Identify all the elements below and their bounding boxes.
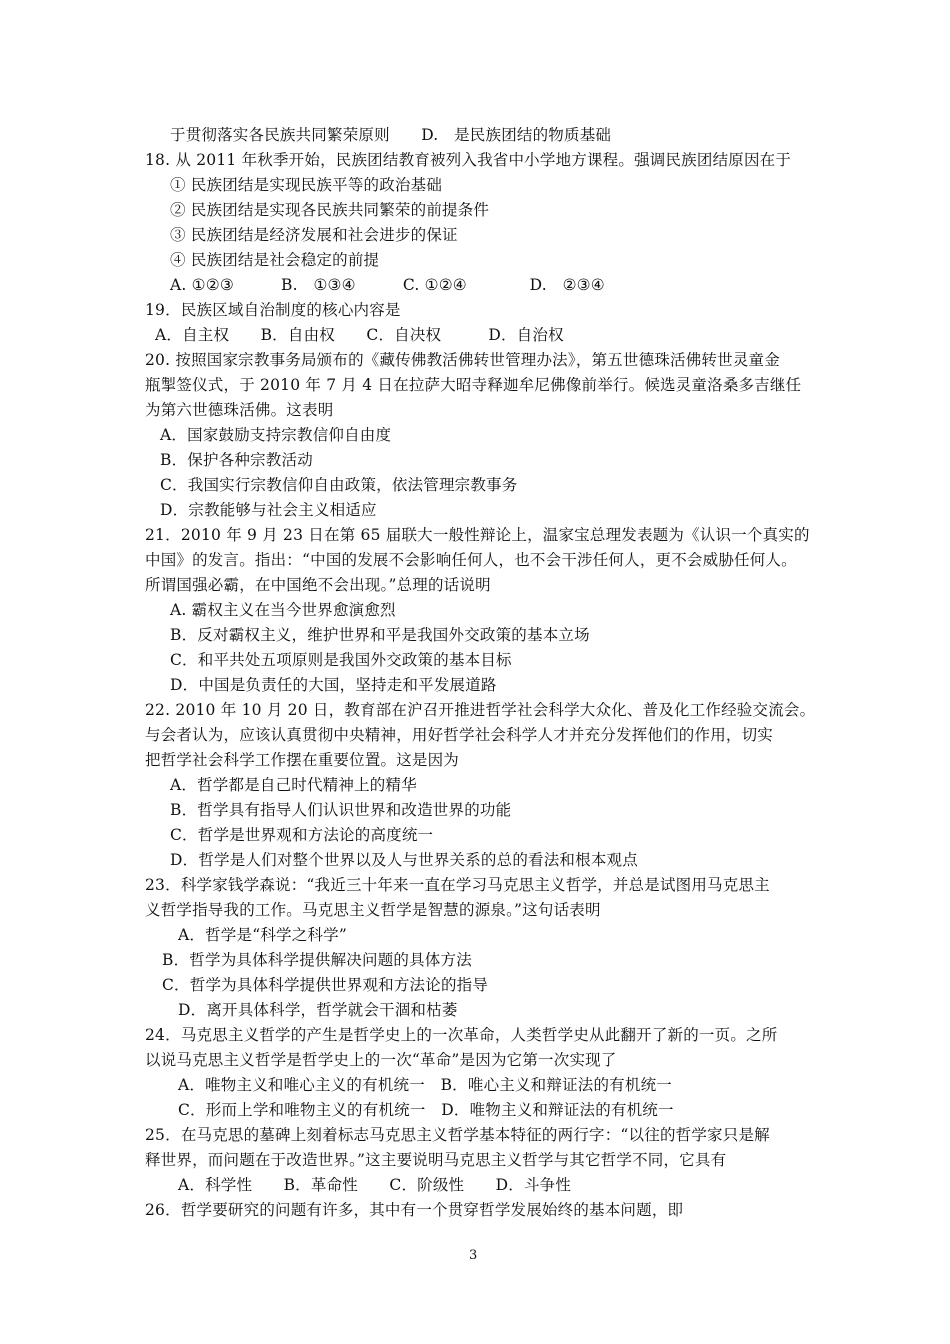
question-19-stem: 19．民族区域自治制度的核心内容是	[145, 301, 401, 319]
text-line: 所谓国强必霸，在中国绝不会出现。”总理的话说明	[145, 576, 491, 594]
text-line: 义哲学指导我的工作。马克思主义哲学是智慧的源泉。”这句话表明	[145, 901, 601, 919]
answer-option: D．宗教能够与社会主义相适应	[160, 501, 377, 519]
text-line: 瓶掣签仪式，于 2010 年 7 月 4 日在拉萨大昭寺释迦牟尼佛像前举行。候选灵童洛桑多吉继任	[145, 376, 802, 394]
answer-option: A．国家鼓励支持宗教信仰自由度	[160, 426, 392, 444]
answer-option: A．哲学是“科学之科学”	[178, 926, 347, 944]
answer-option: D．哲学是人们对整个世界以及人与世界关系的总的看法和根本观点	[170, 851, 638, 869]
answer-option: B．哲学具有指导人们认识世界和改造世界的功能	[170, 801, 512, 819]
answer-option: B．保护各种宗教活动	[160, 451, 313, 469]
page-number: 3	[469, 1248, 478, 1263]
question-20-stem: 20. 按照国家宗教事务局颁布的《藏传佛教活佛转世管理办法》，第五世德珠活佛转世灵童金	[145, 351, 780, 369]
answer-option: B．反对霸权主义，维护世界和平是我国外交政策的基本立场	[170, 626, 590, 644]
question-23-stem: 23．科学家钱学森说：“我近三十年来一直在学习马克思主义哲学，并总是试图用马克思主	[145, 876, 770, 894]
question-22-stem: 22. 2010 年 10 月 20 日，教育部在沪召开推进哲学社会科学大众化、普及化工作经验交流会。	[145, 701, 816, 719]
answer-option: A. 霸权主义在当今世界愈演愈烈	[170, 601, 396, 619]
answer-option: C．我国实行宗教信仰自由政策，依法管理宗教事务	[160, 476, 518, 494]
question-26-stem: 26．哲学要研究的问题有许多，其中有一个贯穿哲学发展始终的基本问题，即	[145, 1201, 684, 1219]
answer-option: D．离开具体科学，哲学就会干涸和枯萎	[178, 1001, 458, 1019]
answer-option: C．和平共处五项原则是我国外交政策的基本目标	[170, 651, 512, 669]
text-line: 以说马克思主义哲学是哲学史上的一次“革命”是因为它第一次实现了	[145, 1051, 617, 1069]
answer-options: A. ①②③ B. ①③④ C. ①②④ D. ②③④	[170, 276, 605, 294]
question-18-stem: 18. 从 2011 年秋季开始，民族团结教育被列入我省中小学地方课程。强调民族团结原因在于	[145, 151, 792, 169]
answer-option: D．中国是负责任的大国，坚持走和平发展道路	[170, 676, 497, 694]
answer-option: C．哲学为具体科学提供世界观和方法论的指导	[162, 976, 489, 994]
text-line: ② 民族团结是实现各民族共同繁荣的前提条件	[170, 201, 490, 219]
text-line: 把哲学社会科学工作摆在重要位置。这是因为	[145, 751, 460, 769]
answer-options: A．自主权 B．自由权 C．自决权 D．自治权	[155, 326, 564, 344]
text-line: 释世界，而问题在于改造世界。”这主要说明马克思主义哲学与其它哲学不同，它具有	[145, 1151, 727, 1169]
text-line: ③ 民族团结是经济发展和社会进步的保证	[170, 226, 458, 244]
answer-options: A．唯物主义和唯心主义的有机统一 B．唯心主义和辩证法的有机统一	[178, 1076, 672, 1094]
question-25-stem: 25．在马克思的墓碑上刻着标志马克思主义哲学基本特征的两行字：“以往的哲学家只是解	[145, 1126, 770, 1144]
text-line: ① 民族团结是实现民族平等的政治基础	[170, 176, 443, 194]
text-line: 于贯彻落实各民族共同繁荣原则 D. 是民族团结的物质基础	[170, 126, 612, 144]
answer-options: C．形而上学和唯物主义的有机统一 D．唯物主义和辩证法的有机统一	[178, 1101, 674, 1119]
question-24-stem: 24．马克思主义哲学的产生是哲学史上的一次革命，人类哲学史从此翻开了新的一页。之所	[145, 1026, 778, 1044]
question-21-stem: 21．2010 年 9 月 23 日在第 65 届联大一般性辩论上，温家宝总理发表题为《认识一个真实的	[145, 526, 810, 544]
answer-options: A．科学性 B．革命性 C．阶级性 D．斗争性	[178, 1176, 572, 1194]
answer-option: B．哲学为具体科学提供解决问题的具体方法	[162, 951, 472, 969]
text-line: ④ 民族团结是社会稳定的前提	[170, 251, 380, 269]
answer-option: C．哲学是世界观和方法论的高度统一	[170, 826, 434, 844]
text-line: 与会者认为，应该认真贯彻中央精神，用好哲学社会科学人才并充分发挥他们的作用，切实	[145, 726, 774, 744]
text-line: 为第六世德珠活佛。这表明	[145, 401, 334, 419]
answer-option: A．哲学都是自己时代精神上的精华	[170, 776, 417, 794]
text-line: 中国》的发言。指出：“中国的发展不会影响任何人，也不会干涉任何人，更不会威胁任何人。	[145, 551, 797, 569]
